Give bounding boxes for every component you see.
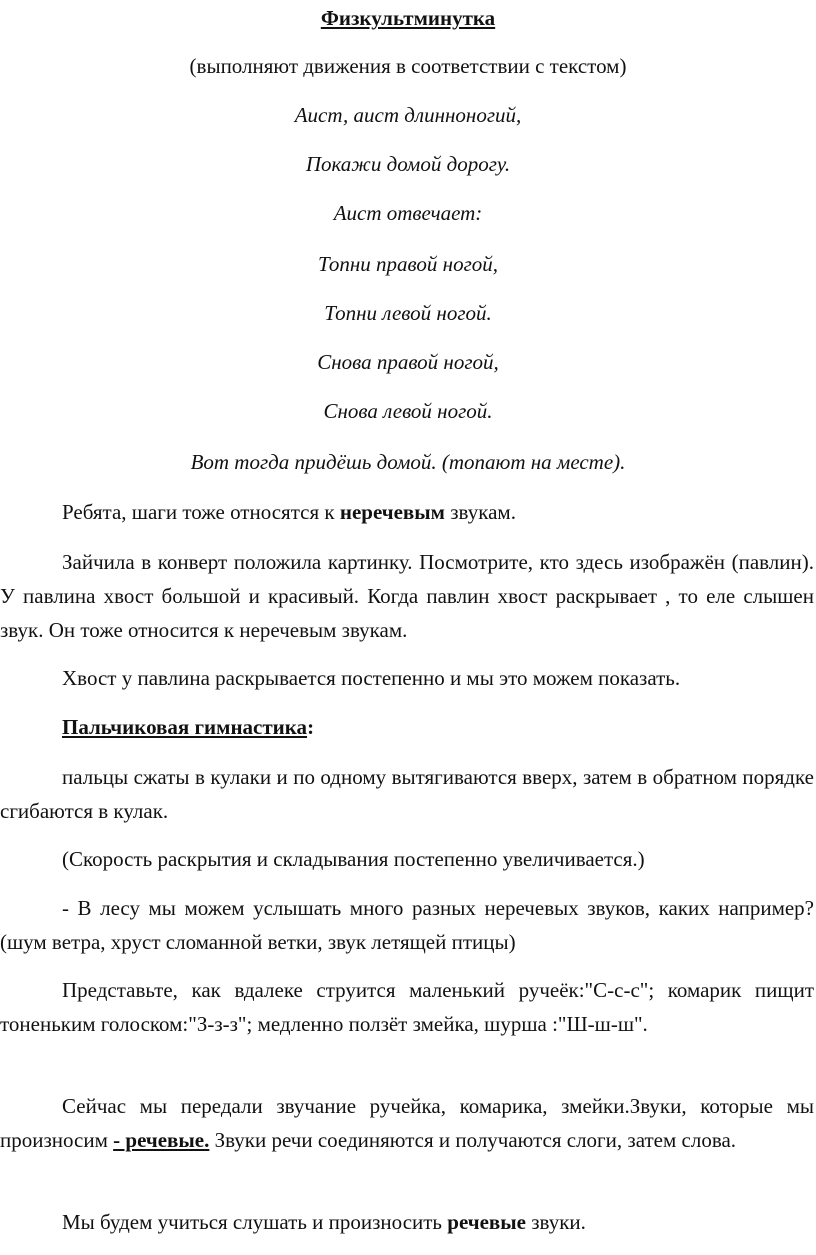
text: Ребята, шаги тоже относятся к xyxy=(62,500,340,524)
section-heading xyxy=(0,710,814,744)
paragraph: Хвост у павлина раскрывается постепенно и мы это можем показать. xyxy=(62,666,681,690)
poem-line: Аист, аист длинноногий, xyxy=(294,103,522,127)
text: Мы будем учиться слушать и произносить xyxy=(62,1210,448,1234)
bold-underlined-term: - речевые. xyxy=(113,1128,210,1152)
poem-line: Топни правой ногой, xyxy=(317,252,499,276)
heading-colon: : xyxy=(307,715,315,739)
bold-term: речевые xyxy=(447,1210,526,1234)
paragraph xyxy=(0,1205,814,1239)
heading-text: Пальчиковая гимнастика xyxy=(62,715,308,739)
paragraph: пальцы сжаты в кулаки и по одному вытягиваются вверх, затем в обратном порядке сгибаются в кулак. xyxy=(0,765,814,823)
text: звукам. xyxy=(444,500,516,524)
subtitle: (выполняют движения в соответствии с текстом) xyxy=(189,54,627,78)
poem-line: Покажи домой дорогу. xyxy=(305,152,511,176)
poem-line: Вот тогда придёшь домой. (топают на месте). xyxy=(190,450,626,474)
paragraph: Зайчила в конверт положила картинку. Посмотрите, кто здесь изображён (павлин). У павлина хвост большой и красивый. Когда павлин хвост раскрывает , то еле слышен звук. Он тоже относится к неречевым звукам. xyxy=(0,550,814,642)
poem-line: Аист отвечает: xyxy=(333,201,483,225)
poem-line: Снова правой ногой, xyxy=(317,350,499,374)
paragraph: - В лесу мы можем услышать много разных неречевых звуков, каких например? (шум ветра, хруст сломанной ветки, звук летящей птицы) xyxy=(0,896,814,954)
text: звуки. xyxy=(525,1210,586,1234)
poem-line: Снова левой ногой. xyxy=(323,399,493,423)
text: Звуки речи соединяются и получаются слоги, затем слова. xyxy=(209,1128,737,1152)
paragraph: (Скорость раскрытия и складывания постепенно увеличивается.) xyxy=(62,847,645,871)
page-title: Физкультминутка xyxy=(320,6,496,30)
poem-line: Топни левой ногой. xyxy=(324,301,492,325)
bold-term: неречевым xyxy=(339,500,445,524)
paragraph: Представьте, как вдалеке струится маленький ручеёк:"С-с-с"; комарик пищит тоненьким голоском:"З-з-з"; медленно ползёт змейка, шурша :"Ш-ш-ш". xyxy=(0,978,814,1036)
text: Сейчас мы передали звучание ручейка, комарика, змейки.Звуки, которые мы произносим xyxy=(0,1094,814,1152)
paragraph xyxy=(0,1089,814,1157)
paragraph xyxy=(0,495,814,529)
